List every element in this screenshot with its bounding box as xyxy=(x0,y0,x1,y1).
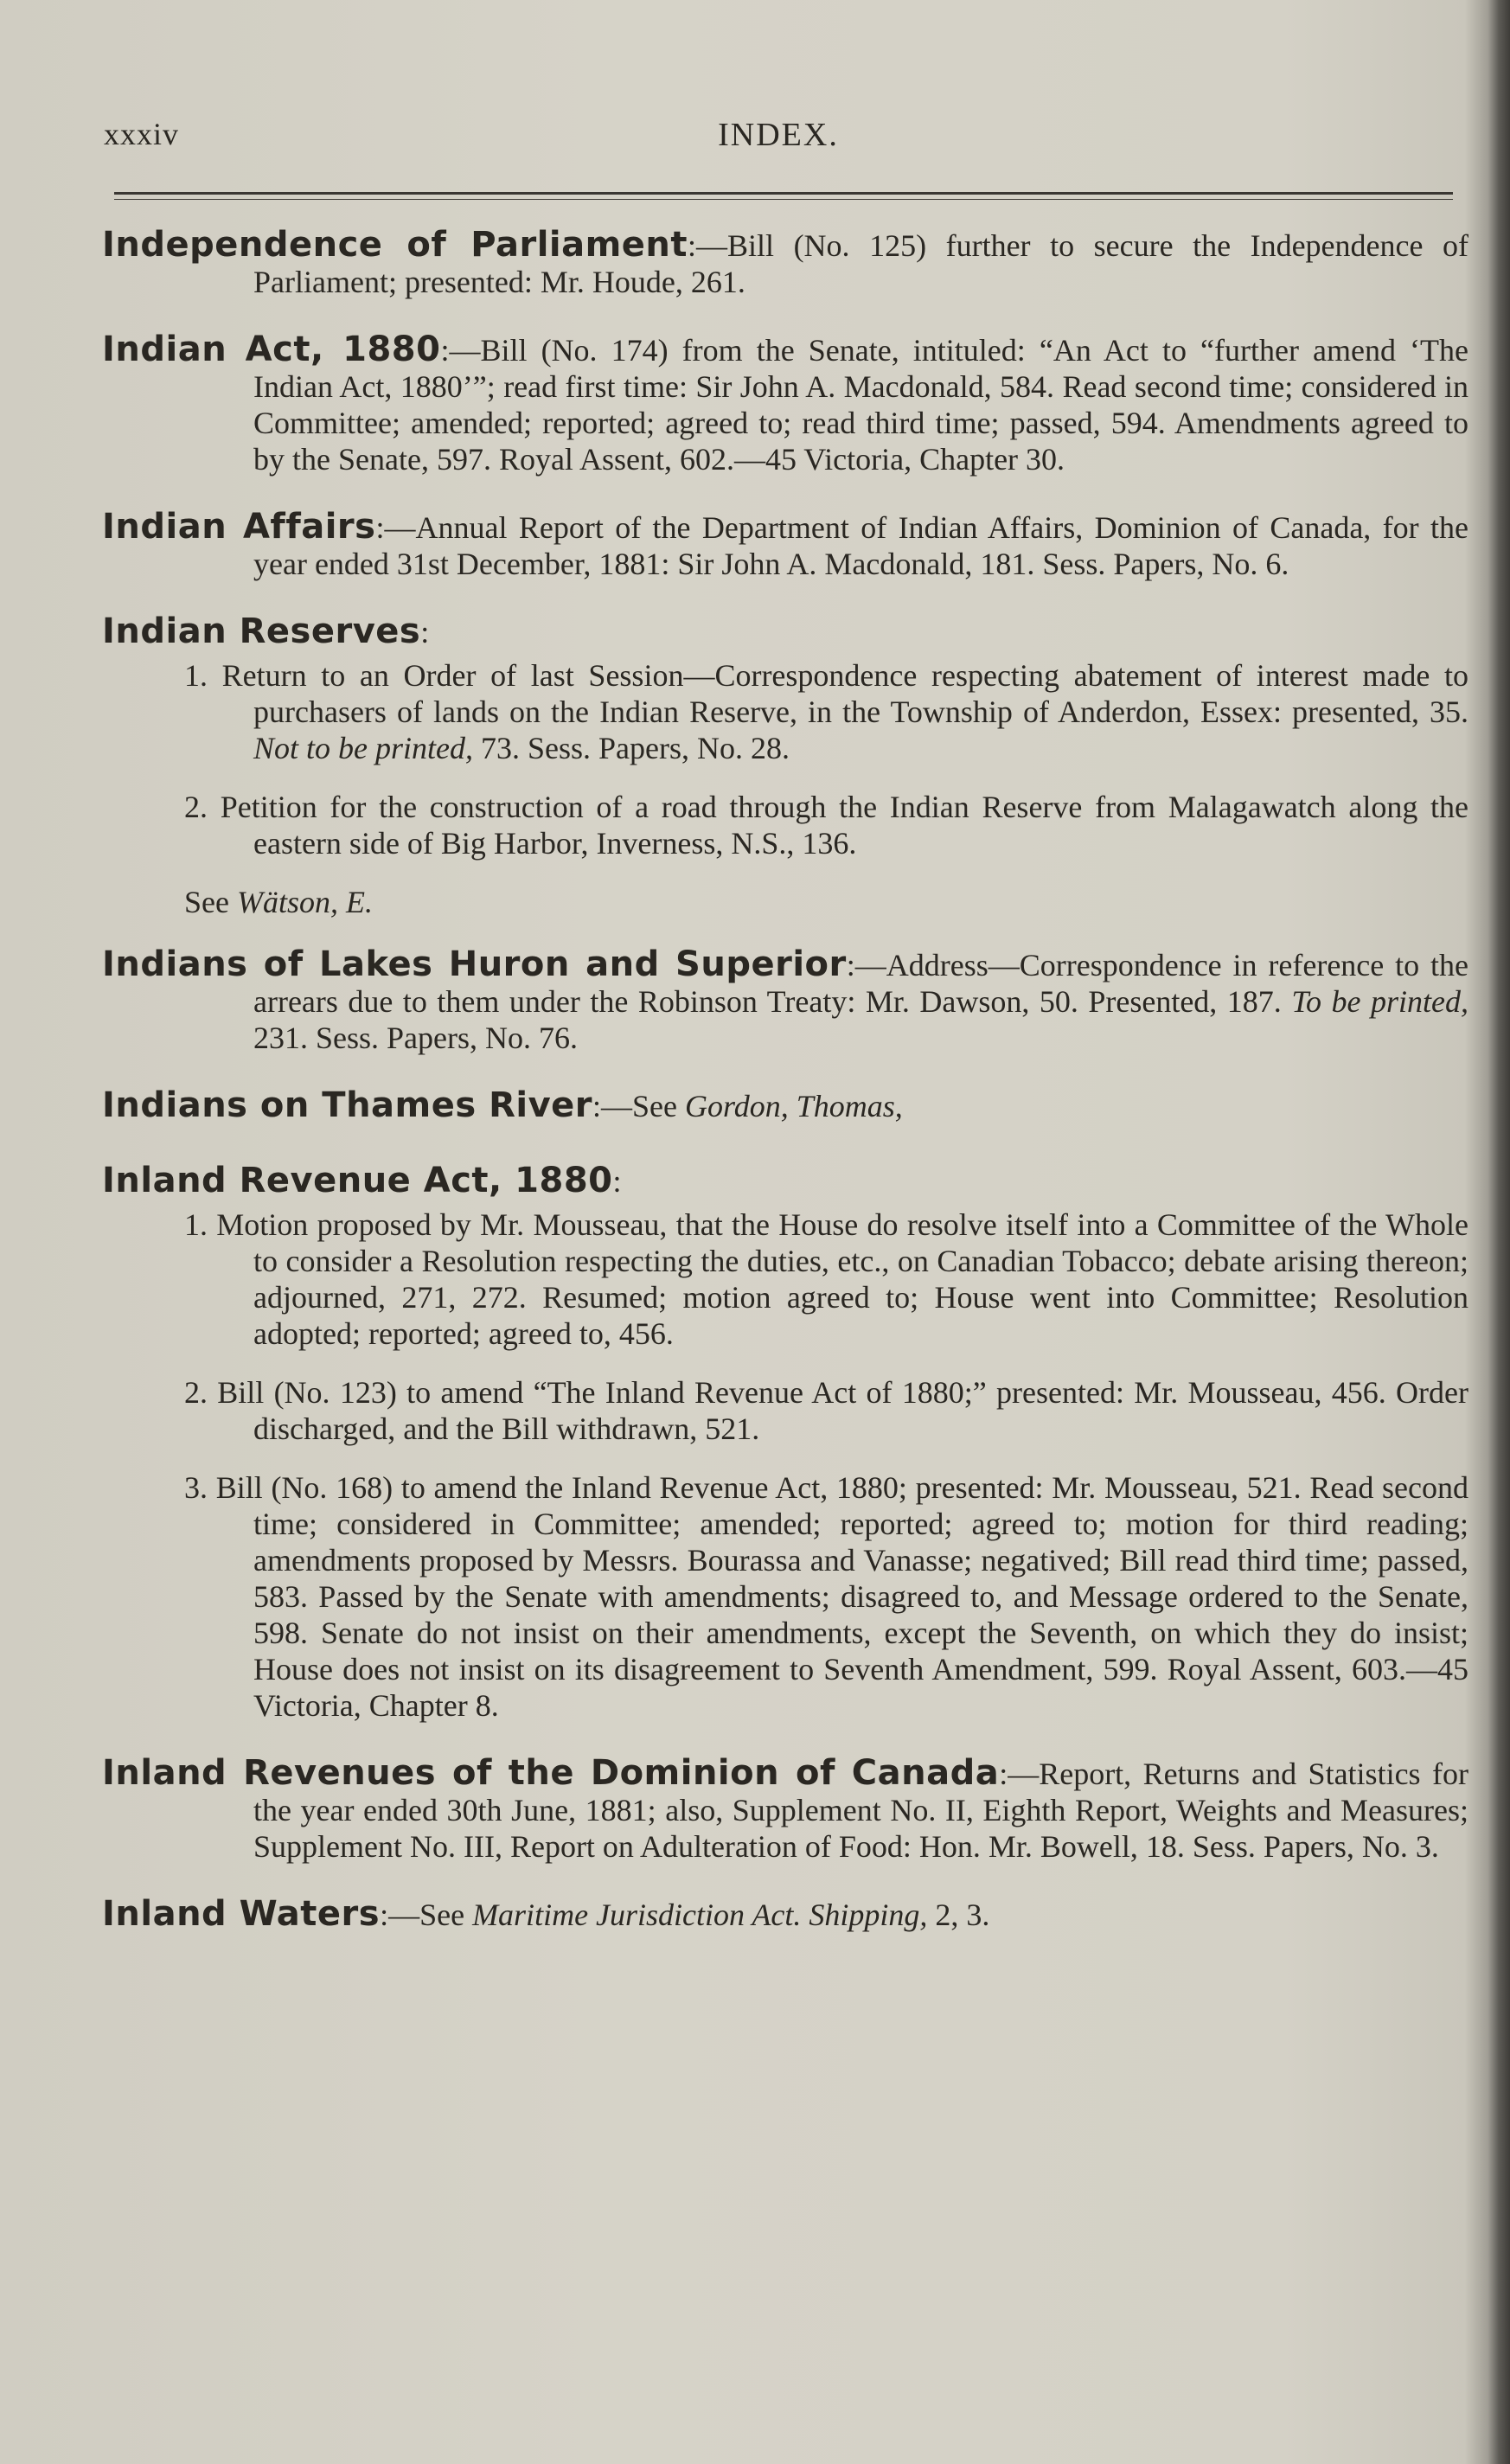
index-entry-indians-on-thames xyxy=(102,1087,1468,1124)
list-item xyxy=(102,1374,1468,1447)
entry-text: :—Annual Report of the Department of Indian Affairs, Dominion of Canada, for the year ended 31st December, 1881: Sir John A. Macdonald, 181. Sess. Papers, No. 6. xyxy=(253,510,1468,581)
see-ref: Wätson, E. xyxy=(236,885,373,919)
entry-italic-note: To be printed, xyxy=(1291,984,1468,1019)
index-entry-indian-affairs xyxy=(102,509,1468,582)
item-number: 2. xyxy=(184,790,208,824)
header-rule-thin xyxy=(114,199,1453,200)
entry-italic-ref: Maritime Jurisdiction Act. Shipping, xyxy=(472,1898,928,1932)
entry-text: : xyxy=(612,1164,622,1199)
see-reference xyxy=(102,884,1468,920)
page-number: xxxiv xyxy=(104,117,180,151)
item-number: 1. xyxy=(184,1207,208,1242)
entry-heading-line xyxy=(102,1162,1468,1200)
entry-heading-line xyxy=(102,613,1468,650)
entry-text: : xyxy=(420,615,430,650)
entry-text: :—See xyxy=(592,1089,678,1123)
index-entry-inland-waters xyxy=(102,1896,1468,1933)
page-edge-shadow xyxy=(1488,0,1510,2464)
entry-heading: Indians of Lakes Huron and Superior xyxy=(102,944,847,984)
entry-text: :—Report, Returns and Statistics for the year ended 30th June, 1881; also, Supplement No. II, Eighth Report, Weights and Measures; Supplement No. III, Report on Adulteration of Food: Hon. Mr. Bowell, 18. Sess. Papers, No. 3. xyxy=(253,1757,1469,1864)
index-content xyxy=(102,227,1468,1964)
entry-text-cont: 231. Sess. Papers, No. 76. xyxy=(253,1021,578,1055)
entry-heading: Inland Revenues of the Dominion of Canada xyxy=(102,1753,1000,1793)
item-text: Petition for the construction of a road through the Indian Reserve from Malagawatch along the eastern side of Big Harbor, Inverness, N.S., 136. xyxy=(220,790,1469,861)
index-entry-independence-of-parliament xyxy=(102,227,1468,300)
entry-text: :—Address—Correspondence in reference to the arrears due to them under the Robinson Treaty: Mr. Dawson, 50. Presented, 187. xyxy=(253,948,1468,1019)
item-number: 3. xyxy=(184,1470,208,1505)
entry-text: :—Bill (No. 174) from the Senate, intituled: “An Act to “further amend ‘The Indian Act, 1880’”; read first time: Sir John A. Macdonald, 584. Read second time; considered in Committee; amended; reported; agreed to; read third time; passed, 594. Amendments agreed to by the Senate, 597. Royal Assent, 602.—45 Victoria, Chapter 30. xyxy=(253,333,1469,477)
item-text: Bill (No. 123) to amend “The Inland Revenue Act of 1880;” presented: Mr. Mousseau, 456. Order discharged, and the Bill withdrawn, 521. xyxy=(217,1375,1469,1446)
index-entry-indian-act xyxy=(102,331,1468,477)
item-italic-note: Not to be printed, xyxy=(253,731,473,765)
item-number: 1. xyxy=(184,658,208,693)
page-title: INDEX. xyxy=(718,117,839,153)
see-label: See xyxy=(184,885,229,919)
item-number: 2. xyxy=(184,1375,208,1410)
entry-heading: Indian Reserves xyxy=(102,611,421,651)
list-item xyxy=(102,1206,1468,1352)
list-item xyxy=(102,657,1468,766)
index-entry-indian-reserves xyxy=(102,613,1468,920)
entry-heading: Indians on Thames River xyxy=(102,1085,593,1125)
entry-text-cont: 2, 3. xyxy=(935,1898,990,1932)
index-entry-inland-revenues xyxy=(102,1755,1468,1865)
entry-heading: Inland Revenue Act, 1880 xyxy=(102,1161,613,1200)
entry-heading: Indian Affairs xyxy=(102,507,376,547)
entry-text: :—Bill (No. 125) further to secure the Independence of Parliament; presented: Mr. Houde, 261. xyxy=(253,228,1468,299)
header-rule-thick xyxy=(114,192,1453,195)
entry-text: :—See xyxy=(380,1898,465,1932)
page-header xyxy=(104,116,1453,168)
index-entry-indians-of-lakes xyxy=(102,946,1468,1056)
index-entry-inland-revenue-act xyxy=(102,1162,1468,1724)
item-text-cont: 73. Sess. Papers, No. 28. xyxy=(481,731,790,765)
entry-italic-ref: Gordon, Thomas, xyxy=(685,1089,903,1123)
list-item xyxy=(102,1469,1468,1724)
item-text: Return to an Order of last Session—Correspondence respecting abatement of interest made to purchasers of lands on the Indian Reserve, in the Township of Anderdon, Essex: presented, 35. xyxy=(221,658,1468,729)
item-text: Bill (No. 168) to amend the Inland Revenue Act, 1880; presented: Mr. Mousseau, 521. Read second time; considered in Committee; amended; reported; agreed to; motion for third reading; amendments proposed by Messrs. Bourassa and Vanasse; negatived; Bill read third time; passed, 583. Passed by the Senate with amendments; disagreed to, and Message ordered to the Senate, 598. Senate do not insist on their amendments, except the Seventh, on which they do insist; House does not insist on its disagreement to Seventh Amendment, 599. Royal Assent, 603.—45 Victoria, Chapter 8. xyxy=(215,1470,1469,1723)
entry-heading: Inland Waters xyxy=(102,1894,381,1934)
entry-heading: Independence of Parliament xyxy=(102,225,688,265)
entry-heading: Indian Act, 1880 xyxy=(102,330,441,369)
list-item xyxy=(102,789,1468,861)
item-text: Motion proposed by Mr. Mousseau, that the House do resolve itself into a Committee of the Whole to consider a Resolution respecting the duties, etc., on Canadian Tobacco; debate arising thereon; adjourned, 271, 272. Resumed; motion agreed to; House went into Committee; Resolution adopted; reported; agreed to, 456. xyxy=(216,1207,1469,1351)
